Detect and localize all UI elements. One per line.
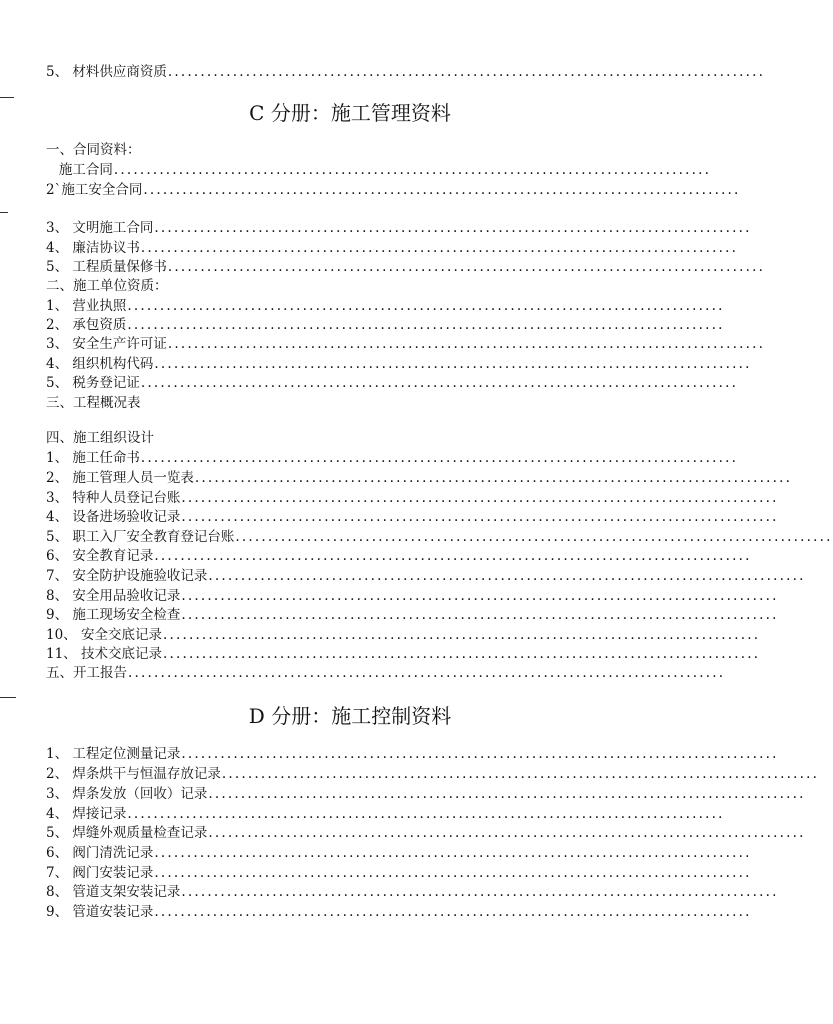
leader-dots: ............................................................................................: [167, 64, 766, 80]
toc-entry-label: 4、 焊接记录: [46, 806, 127, 822]
toc-entry: [46, 355, 752, 374]
toc-entry: [46, 528, 833, 547]
toc-entry-label: 5、 职工入厂安全教育登记台账: [46, 529, 235, 545]
leader-dots: ............................................................................................: [181, 746, 779, 762]
leader-dots: ............................................................................................: [154, 356, 752, 372]
toc-entry: [46, 258, 766, 277]
margin-mark: [0, 697, 16, 698]
toc-entry: [46, 239, 739, 258]
leader-dots: ............................................................................................: [127, 298, 725, 314]
toc-entry: [46, 645, 761, 664]
toc-entry: [46, 63, 766, 82]
toc-entry-label: 9、 施工现场安全检查: [46, 607, 181, 623]
toc-entry-label: 7、 阀门安装记录: [46, 865, 154, 881]
toc-entry-label: 5、 工程质量保修书: [46, 259, 167, 275]
leader-dots: ............................................................................................: [143, 182, 741, 198]
organization-section-title: 四、施工组织设计: [46, 430, 154, 446]
toc-entry-label: 4、 设备进场验收记录: [46, 509, 181, 525]
toc-entry-label: 2、 施工管理人员一览表: [46, 470, 194, 486]
toc-entry-label: 4、 组织机构代码: [46, 356, 154, 372]
leader-dots: ............................................................................................: [181, 509, 779, 525]
toc-entry-label: 1、 营业执照: [46, 298, 127, 314]
toc-entry-label: 6、 安全教育记录: [46, 548, 154, 564]
toc-entry: [46, 469, 793, 488]
toc-entry-label: 1、 工程定位测量记录: [46, 746, 181, 762]
toc-entry: [46, 864, 752, 883]
leader-dots: ............................................................................................: [154, 845, 752, 861]
toc-entry-label: 8、 安全用品验收记录: [46, 588, 181, 604]
toc-entry: [46, 335, 766, 354]
leader-dots: ............................................................................................: [208, 825, 806, 841]
leader-dots: ............................................................................................: [154, 904, 752, 920]
contract-section-title: 一、合同资料：: [46, 142, 141, 158]
leader-dots: ............................................................................................: [154, 865, 752, 881]
leader-dots: ............................................................................................: [235, 529, 833, 545]
toc-entry-label: 11、 技术交底记录: [46, 646, 162, 662]
toc-entry-label: 五、开工报告: [46, 665, 127, 681]
toc-entry: [46, 316, 725, 335]
qualification-section-title: 二、施工单位资质：: [46, 278, 168, 294]
leader-dots: ............................................................................................: [162, 646, 761, 662]
toc-entry: [46, 587, 779, 606]
leader-dots: ............................................................................................: [208, 568, 806, 584]
toc-entry-label: 5、 税务登记证: [46, 375, 140, 391]
toc-entry: [46, 883, 779, 902]
leader-dots: ............................................................................................: [221, 766, 820, 782]
toc-entry: [46, 219, 752, 238]
toc-entry: [46, 374, 739, 393]
toc-entry-label: 1、 施工任命书: [46, 450, 140, 466]
leader-dots: ............................................................................................: [113, 162, 712, 178]
toc-entry-label: 9、 管道安装记录: [46, 904, 154, 920]
toc-entry: [46, 547, 752, 566]
margin-mark: [0, 97, 14, 98]
leader-dots: ............................................................................................: [140, 450, 739, 466]
leader-dots: ............................................................................................: [181, 490, 779, 506]
toc-entry: [46, 449, 739, 468]
leader-dots: ............................................................................................: [140, 240, 739, 256]
margin-mark: [0, 212, 8, 213]
toc-entry: [46, 785, 806, 804]
section-d-heading: D 分册：施工控制资料: [248, 704, 452, 728]
toc-entry-label: 10、 安全交底记录: [46, 627, 162, 643]
leader-dots: ............................................................................................: [154, 548, 752, 564]
toc-entry-label: 3、 焊条发放（回收）记录: [46, 786, 208, 802]
leader-dots: ............................................................................................: [154, 220, 752, 236]
toc-entry: [46, 903, 752, 922]
leader-dots: ............................................................................................: [181, 588, 779, 604]
leader-dots: ............................................................................................: [162, 627, 761, 643]
leader-dots: ............................................................................................: [167, 259, 766, 275]
toc-entry-label: 3、 特种人员登记台账: [46, 490, 181, 506]
toc-entry: [46, 805, 725, 824]
toc-entry-label: 3、 文明施工合同: [46, 220, 154, 236]
overview-section-title: 三、工程概况表: [46, 395, 141, 411]
toc-entry-label: 5、 焊缝外观质量检查记录: [46, 825, 208, 841]
toc-entry-label: 7、 安全防护设施验收记录: [46, 568, 208, 584]
toc-entry-label: 8、 管道支架安装记录: [46, 884, 181, 900]
leader-dots: ............................................................................................: [128, 665, 726, 681]
toc-entry-label: 施工合同: [46, 162, 113, 178]
leader-dots: ............................................................................................: [167, 336, 766, 352]
leader-dots: ............................................................................................: [140, 375, 739, 391]
toc-entry-label: 5、 材料供应商资质: [46, 64, 167, 80]
toc-entry-label: 2、 焊条烘干与恒温存放记录: [46, 766, 221, 782]
leader-dots: ............................................................................................: [208, 786, 806, 802]
toc-entry-label: 6、 阀门清洗记录: [46, 845, 154, 861]
toc-entry: [46, 161, 712, 180]
toc-entry-label: 2、 承包资质: [46, 317, 127, 333]
toc-entry-label: 2`施工安全合同: [46, 182, 143, 198]
toc-entry: [46, 297, 725, 316]
toc-entry: [46, 181, 741, 200]
leader-dots: ............................................................................................: [127, 317, 725, 333]
toc-entry: [46, 606, 779, 625]
leader-dots: ............................................................................................: [194, 470, 793, 486]
toc-entry-label: 4、 廉洁协议书: [46, 240, 140, 256]
toc-entry: [46, 824, 806, 843]
toc-entry: [46, 765, 820, 784]
leader-dots: ............................................................................................: [181, 607, 779, 623]
toc-entry: [46, 664, 726, 683]
toc-entry-label: 3、 安全生产许可证: [46, 336, 167, 352]
toc-entry: [46, 489, 779, 508]
section-c-heading: C 分册：施工管理资料: [249, 101, 451, 125]
toc-entry: [46, 844, 752, 863]
toc-entry: [46, 508, 779, 527]
leader-dots: ............................................................................................: [127, 806, 725, 822]
toc-entry: [46, 626, 761, 645]
toc-entry: [46, 745, 779, 764]
toc-entry: [46, 567, 806, 586]
leader-dots: ............................................................................................: [181, 884, 779, 900]
